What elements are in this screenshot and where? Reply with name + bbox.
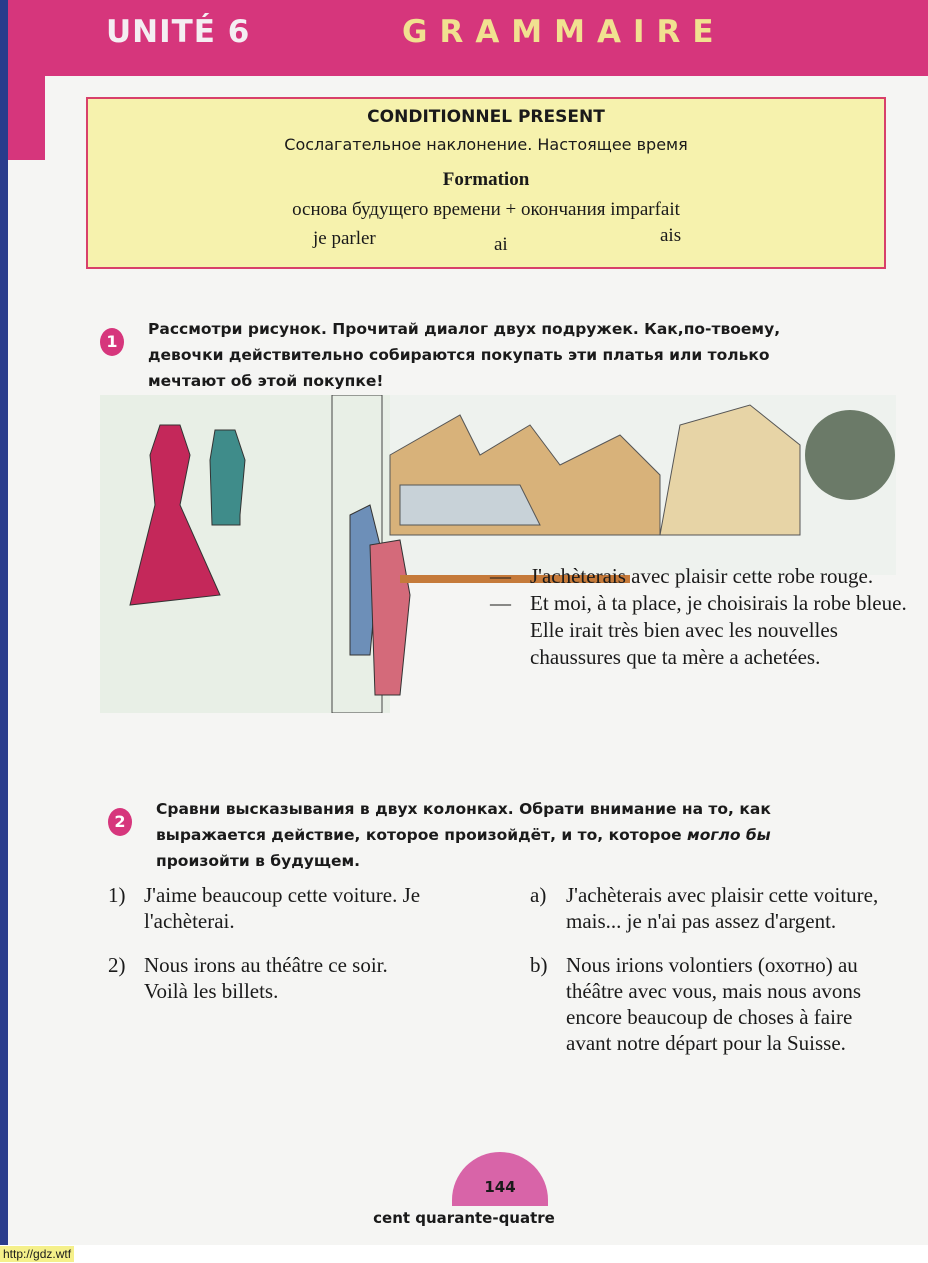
item-label: a) [530,883,547,907]
list-item [530,882,900,934]
section-title: GRAMMAIRE [402,14,726,50]
header-side-strip [8,76,45,160]
list-item [108,952,428,1004]
car [400,485,540,525]
instruction-line: Сравни высказывания в двух колонках. Обрати внимание на то, как [156,800,771,818]
grammar-rule-box [86,97,886,269]
exercise-1-instruction [148,316,780,394]
exercise-2-number: 2 [108,808,132,836]
item-label: b) [530,953,548,977]
page-number: 144 [452,1152,548,1206]
formation-formula: основа будущего времени + окончания imparfait [292,199,680,220]
exercise-1-number: 1 [100,328,124,356]
dialogue-line [490,590,910,671]
example-ending-ai: ai [494,234,508,255]
example-stem: je parler [313,228,376,249]
left-column [108,882,428,1022]
right-column [530,882,900,1074]
dash: — [490,591,511,615]
dialogue [490,563,910,671]
instruction-line: мечтают об этой покупке! [148,372,384,390]
instruction-line: произойти в будущем. [156,852,361,870]
instruction-line: девочки действительно собираются покупать эти платья или только [148,346,770,364]
exercise-2-instruction [156,796,771,874]
formation-label: Formation [442,169,530,190]
dialogue-text: Et moi, à ta place, je choisirais la robe bleue. Elle irait très bien avec les nouvelles chaussures que ta mère a achetées. [530,591,907,669]
item-text: J'aime beaucoup cette voiture. Je l'achèterai. [144,883,421,933]
dialogue-text: J'achèterais avec plaisir cette robe rouge. [530,564,874,588]
page-spine [0,0,8,1245]
dash: — [490,564,511,588]
blue-dress [210,430,245,525]
unit-title: UNITÉ 6 [106,14,251,50]
item-text: Nous irons au théâtre ce soir. Voilà les billets. [144,953,388,1003]
list-item [530,952,900,1056]
instruction-line [156,822,771,848]
item-label: 1) [108,883,126,907]
rule-subtitle: Сослагательное наклонение. Настоящее время [284,135,688,154]
item-text: Nous irions volontiers (охотно) au théâtre avec vous, mais nous avons encore beaucoup de choses à faire avant notre départ pour la Suisse. [566,953,862,1055]
page-number-words: cent quarante-quatre [373,1209,555,1227]
instruction-line: Рассмотри рисунок. Прочитай диалог двух подружек. Как,по-твоему, [148,320,781,338]
instruction-emphasis: могло бы [687,826,771,844]
girl-2 [370,540,410,695]
instruction-text: выражается действие, которое произойдёт, и то, которое [156,826,688,844]
item-text: J'achèterais avec plaisir cette voiture, mais... je n'ai pas assez d'argent. [566,883,879,933]
tree [805,410,895,500]
list-item [108,882,428,934]
rule-title: CONDITIONNEL PRESENT [367,107,605,127]
example-ending-ais: ais [660,225,682,246]
item-label: 2) [108,953,126,977]
source-link[interactable]: http://gdz.wtf [0,1246,74,1262]
dialogue-line [490,563,910,590]
